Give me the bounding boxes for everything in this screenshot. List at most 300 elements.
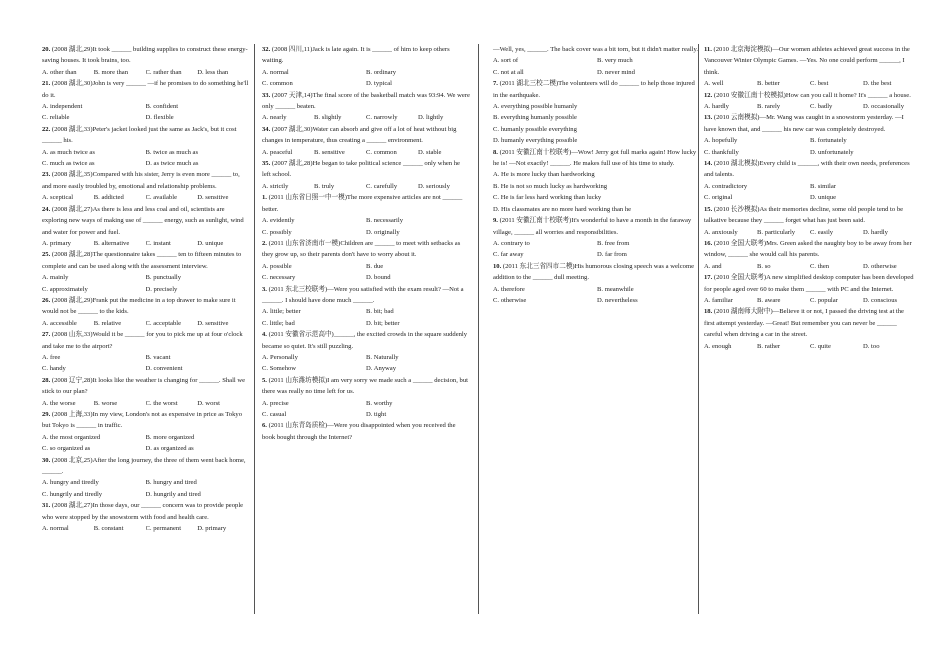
answer-option: B. hungry and tired [145, 479, 197, 487]
answer-option: A. everything possible humanly [493, 103, 578, 111]
answer-options [42, 432, 249, 455]
answer-option: B. addicted [93, 194, 124, 202]
answer-option: A. peaceful [262, 148, 293, 156]
answer-options [42, 272, 249, 295]
answer-option: A. free [42, 353, 61, 361]
answer-option: C. quite [810, 342, 831, 350]
answer-option: C. casual [262, 411, 287, 418]
answer-option: B. truly [314, 182, 335, 190]
answer-option: D. too [863, 342, 880, 350]
question-number: 6. [262, 422, 269, 430]
answer-option: C. not at all [493, 68, 524, 76]
answer-option: C. rather than [145, 68, 182, 76]
answer-options [493, 284, 701, 307]
answer-option: D. humanly everything possible [493, 137, 578, 145]
answer-option: D. unique [810, 194, 837, 202]
question-number: 27. [42, 331, 52, 339]
question-item [704, 238, 916, 272]
answer-option: A. the worse [42, 399, 76, 407]
question-number: 21. [42, 80, 52, 88]
question-item [262, 238, 470, 284]
question-number: 34. [262, 125, 272, 133]
question-stem [262, 90, 470, 113]
question-item [493, 215, 701, 261]
question-item [262, 375, 470, 421]
answer-option: A. hopefully [704, 137, 738, 145]
answer-option: C. the worst [145, 399, 178, 407]
answer-option: D. sensitive [197, 319, 229, 327]
question-source: (2008 上海,33) [51, 411, 93, 418]
question-source: (2008 湖北,28) [51, 251, 93, 259]
question-source: (2011 山东潍坊模拟) [268, 376, 328, 384]
answer-options [262, 147, 470, 158]
question-source: (2007 湖北,30) [271, 125, 313, 133]
answer-option: B. aware [757, 296, 781, 304]
answer-option: B. slightly [314, 114, 342, 122]
answer-option: A. the most organized [42, 433, 101, 441]
answer-option: A. contrary to [493, 239, 530, 247]
question-source: (2010 全国大联考) [713, 239, 767, 247]
question-stem [42, 375, 249, 398]
question-item [42, 249, 249, 295]
answer-option: D. lightly [418, 114, 444, 122]
question-source: (2011 山东省济南市一模) [268, 239, 341, 247]
answer-option: C. acceptable [145, 319, 182, 327]
question-item [704, 306, 916, 352]
question-stem [262, 329, 470, 352]
question-text: —Mr. Wang was caught in a snowstorm yesterday. —I have known that, and ______ his new car was completely destroyed. [704, 114, 904, 133]
question-stem [262, 238, 470, 261]
question-item [493, 147, 701, 215]
question-stem [42, 500, 249, 523]
question-text: As their memories decline, some old people tend to be talkative because they ______ forget what has just been said. [704, 205, 904, 225]
answer-options [493, 101, 701, 147]
answer-option: C. thankfully [704, 148, 739, 156]
question-stem [262, 284, 470, 307]
answer-option: D. less than [197, 68, 229, 76]
question-stem [493, 215, 701, 238]
question-source: (2008 湖北,35) [51, 171, 93, 179]
question-stem [704, 238, 916, 261]
question-text: In my view, London's not as expensive in price as Tokyo but Tokyo is ______ in traffic. [42, 411, 242, 430]
question-source: (2008 湖北,27) [51, 205, 93, 213]
answer-options [493, 169, 701, 215]
answer-option: D. occasionally [863, 103, 905, 111]
question-number: 33. [262, 91, 272, 99]
answer-option: A. primary [42, 239, 71, 247]
answer-option: B. due [366, 262, 384, 270]
question-text: The final score of the basketball match was 93:94. We were only ______ beaten. [262, 91, 470, 111]
answer-option: D. unfortunately [810, 148, 854, 156]
answer-option: A. as much twice as [42, 148, 95, 156]
question-number: 32. [262, 46, 272, 53]
question-item [704, 90, 916, 113]
answer-option: A. and [704, 262, 722, 270]
question-text: It looks like the weather is changing for ______. Shall we stick to our plan? [42, 376, 246, 396]
question-number: 15. [704, 205, 714, 213]
answer-option: A. sort of [493, 57, 519, 65]
question-stem [704, 204, 916, 227]
question-number: 3. [262, 285, 269, 293]
question-item [42, 409, 249, 455]
answer-options [262, 261, 470, 284]
column-divider [478, 44, 479, 614]
answer-option: A. hungry and tiredly [42, 479, 99, 487]
column-1 [42, 44, 249, 534]
answer-option: D. sensitive [197, 194, 229, 202]
question-stem [42, 295, 249, 318]
question-stem [262, 124, 470, 147]
question-number: 14. [704, 160, 714, 168]
answer-option: D. unique [197, 239, 224, 247]
answer-options [493, 238, 701, 261]
question-text: A new simplified desktop computer has been developed for people aged over 60 to make them ______ with PC and the Internet. [704, 274, 914, 293]
answer-option: B. vacant [145, 353, 171, 361]
question-item [262, 90, 470, 124]
question-stem [704, 306, 916, 340]
answer-option: A. enough [704, 342, 732, 350]
answer-option: B. sensitive [314, 148, 345, 156]
question-source: (2011 山东青岛质检) [268, 422, 328, 430]
answer-option: A. possible [262, 262, 292, 270]
answer-option: B. everything humanly possible [493, 114, 577, 122]
question-item [42, 44, 249, 78]
answer-option: D. flexible [145, 114, 174, 122]
question-source: (2010 长沙模拟) [713, 205, 760, 213]
question-text: The questionnaire takes ______ ten to fifteen minutes to complete and can be used along with the assessment interview. [42, 251, 242, 270]
answer-options [262, 398, 470, 421]
question-number: 20. [42, 46, 52, 53]
answer-options [42, 477, 249, 500]
question-number: 28. [42, 376, 52, 384]
answer-option: D. His classmates are no more hard working than he [493, 205, 632, 213]
answer-option: D. seriously [418, 182, 450, 190]
question-item [262, 329, 470, 375]
answer-option: A. normal [262, 68, 289, 76]
question-item [262, 158, 470, 192]
answer-option: B. better [757, 80, 780, 88]
answer-options [42, 147, 249, 170]
question-text: —Well, yes, ______. The back cover was a bit torn, but it didn't matter really. [493, 46, 699, 53]
question-item [704, 44, 916, 90]
answer-option: C. then [810, 262, 830, 270]
question-source: (2011 东北三校联考) [268, 285, 328, 293]
answer-option: D. convenient [145, 365, 183, 373]
question-source: (2007 天津,14) [271, 91, 313, 99]
answer-options [704, 78, 916, 89]
answer-option: A. little; better [262, 308, 301, 316]
answer-option: B. more than [93, 68, 128, 76]
question-number: 7. [493, 80, 500, 88]
answer-options [42, 192, 249, 203]
answer-option: A. therefore [493, 285, 525, 293]
question-text: The more expensive articles are not ______ better. [262, 194, 463, 213]
answer-option: C. Somehow [262, 365, 297, 373]
question-number: 31. [42, 502, 52, 510]
question-text: How can you call it home? It's ______ a house. [785, 91, 911, 99]
question-number: 22. [42, 125, 52, 133]
answer-option: B. very much [597, 57, 633, 65]
answer-options [704, 135, 916, 158]
answer-option: C. instant [145, 239, 171, 247]
question-stem [493, 78, 701, 101]
question-text: Frank put the medicine in a top drawer to make sure it would not be ______ to the kids. [42, 296, 236, 316]
question-stem [704, 90, 916, 101]
question-item [42, 124, 249, 170]
question-source: (2011 湖北三校二模) [499, 80, 559, 88]
question-item [704, 272, 916, 306]
answer-option: A. precise [262, 399, 289, 407]
question-source: (2008 湖北,29) [51, 46, 93, 53]
answer-option: C. common [262, 80, 293, 88]
question-stem [42, 249, 249, 272]
answer-option: A. normal [42, 525, 69, 533]
question-text: He began to take political science ______ only when he left school. [262, 160, 460, 179]
answer-option: C. necessary [262, 274, 296, 282]
answer-options [704, 227, 916, 238]
question-text: —Wow! Jerry got full marks again! How lucky he is! —Not exactly! ______. He makes full use of his time to study. [493, 148, 697, 168]
question-stem [493, 147, 701, 170]
answer-option: A. Personally [262, 353, 298, 361]
question-item [262, 44, 470, 90]
answer-option: C. approximately [42, 285, 88, 293]
question-text: After the long journey, the three of them went back home, ______. [42, 456, 246, 476]
question-text: The volunteers will do ______ to help those injured in the earthquake. [493, 80, 695, 99]
question-stem [262, 158, 470, 181]
question-item [42, 455, 249, 501]
answer-options [704, 341, 916, 352]
question-source: (2008 辽宁,28) [51, 376, 93, 384]
question-text: —Were you satisfied with the exam result? —Not a ______. I should have done much ______. [262, 285, 464, 304]
answer-option: B. meanwhile [597, 285, 634, 293]
answer-option: D. bit; better [366, 319, 400, 327]
answer-option: B. worthy [366, 399, 393, 407]
question-text: John is very ______ —if he promises to do something he'll do it. [42, 80, 249, 99]
question-text: Peter's jacket looked just the same as Jack's, but it cost ______ his. [42, 125, 237, 145]
answer-options [42, 101, 249, 124]
question-text: I am very sorry we made such a ______ decision, but there was really no time left for us. [262, 376, 468, 396]
column-3 [493, 44, 701, 306]
answer-option: B. alternative [93, 239, 130, 247]
question-stem [42, 455, 249, 478]
question-source: (2011 安徽江南十校联考) [499, 217, 572, 225]
answer-option: C. easily [810, 228, 834, 236]
question-source: (2010 湖北模拟) [713, 160, 760, 168]
question-text: As there is less and less coal and oil, scientists are exploring new ways of making use of ______ energy, such as sunlight, wind and water for power and fuel. [42, 205, 244, 236]
answer-options [262, 112, 470, 123]
question-number: 26. [42, 296, 52, 304]
question-stem [42, 409, 249, 432]
answer-options [42, 67, 249, 78]
question-item [262, 284, 470, 330]
answer-option: D. stable [418, 148, 442, 156]
question-source: (2008 湖北,30) [51, 80, 93, 88]
question-number: 25. [42, 251, 52, 259]
question-stem [262, 375, 470, 398]
question-number: 13. [704, 114, 714, 122]
question-source: (2011 山东省日照一中一模) [268, 194, 347, 202]
answer-options [704, 181, 916, 204]
column-2 [262, 44, 470, 443]
question-stem [42, 44, 249, 67]
answer-option: C. so organized as [42, 445, 91, 453]
question-text: Children are ______ to meet with setbacks as they grow up, so their parents don't have to worry about it. [262, 239, 461, 259]
question-number: 17. [704, 274, 714, 282]
answer-option: C. common [366, 148, 397, 156]
question-item [42, 78, 249, 124]
question-item [262, 420, 470, 443]
answer-option: C. far away [493, 251, 524, 259]
answer-option: D. as organized as [145, 445, 194, 453]
answer-option: B. more organized [145, 433, 195, 441]
question-stem [704, 44, 916, 78]
question-item [262, 124, 470, 158]
answer-option: A. strictly [262, 182, 289, 190]
answer-option: A. familiar [704, 296, 733, 304]
question-item [42, 204, 249, 250]
answer-option: D. Anyway [366, 365, 397, 373]
question-source: (2008 北京,25) [51, 456, 93, 464]
question-text: His humorous closing speech was a welcome addition to the ______ dull meeting. [493, 262, 695, 282]
answer-option: A. mainly [42, 274, 69, 282]
answer-option: B. relative [93, 319, 122, 327]
question-number: 2. [262, 239, 269, 247]
answer-options [704, 295, 916, 306]
question-number: 18. [704, 308, 714, 316]
question-number: 1. [262, 194, 269, 202]
question-item [262, 192, 470, 238]
answer-option: D. far from [597, 251, 627, 259]
question-stem [704, 158, 916, 181]
answer-option: C. humanly possible everything [493, 125, 577, 133]
answer-options [262, 352, 470, 375]
answer-option: B. free from [597, 239, 630, 247]
question-number: 11. [704, 46, 714, 53]
answer-option: C. possibly [262, 228, 292, 236]
question-text: —Our women athletes achieved great success in the Vancouver Winter Olympic Games. —Yes. No one could perform ______, I think. [704, 46, 910, 76]
column-divider [254, 44, 255, 614]
answer-options [42, 523, 249, 534]
question-stem [262, 420, 470, 443]
question-source: (2008 湖北,29) [51, 296, 93, 304]
question-item [493, 44, 701, 78]
answer-option: D. never mind [597, 68, 635, 76]
answer-option: D. hungrily and tired [145, 490, 201, 498]
answer-option: D. conscious [863, 296, 898, 304]
question-text: In those days, our ______ concern was to provide people who were stopped by the snowstorm with food and health care. [42, 502, 244, 521]
answer-option: B. fortunately [810, 137, 847, 145]
answer-option: D. originally [366, 228, 400, 236]
question-item [704, 158, 916, 204]
question-text: ______, the excited crowds in the square suddenly became so quiet. It's still puzzling. [262, 331, 468, 350]
answer-option: C. much as twice as [42, 160, 95, 168]
answer-option: D. typical [366, 80, 393, 88]
question-stem [42, 78, 249, 101]
question-number: 8. [493, 148, 500, 156]
question-item [493, 78, 701, 146]
question-item [493, 261, 701, 307]
answer-option: B. confident [145, 103, 179, 111]
answer-option: C. best [810, 80, 829, 88]
answer-option: B. worse [93, 399, 118, 407]
question-stem [42, 169, 249, 192]
answer-option: D. the best [863, 80, 892, 88]
question-text: It took ______ building supplies to construct these energy-saving houses. It took brains, too. [42, 46, 248, 65]
answer-option: B. He is not so much lucky as hardworking [493, 182, 608, 190]
answer-options [704, 101, 916, 112]
question-text: Water can absorb and give off a lot of heat without big changes in temperature, thus creating a ______ environment. [262, 125, 457, 145]
question-item [42, 295, 249, 329]
answer-option: C. badly [810, 103, 833, 111]
question-source: (2008 湖北,27) [51, 502, 93, 510]
answer-option: C. available [145, 194, 177, 202]
answer-option: B. rarely [757, 103, 781, 111]
answer-option: A. contradictory [704, 182, 748, 190]
question-item [42, 500, 249, 534]
answer-option: A. evidently [262, 217, 295, 225]
answer-options [262, 67, 470, 90]
answer-option: C. handy [42, 365, 66, 373]
answer-options [42, 238, 249, 249]
question-stem [262, 44, 470, 67]
answer-option: A. anxiously [704, 228, 738, 236]
column-4 [704, 44, 916, 352]
answer-option: A. well [704, 80, 724, 88]
answer-option: C. permanent [145, 525, 182, 533]
answer-option: D. worst [197, 399, 220, 407]
answer-option: B. punctually [145, 274, 182, 282]
question-source: (2011 安徽省示范高中) [268, 331, 334, 339]
question-source: (2011 安徽江南十校联考) [499, 148, 572, 156]
answer-options [42, 398, 249, 409]
question-source: (2008 湖北,33) [51, 125, 93, 133]
answer-options [493, 55, 701, 78]
question-text: Mrs. Green asked the naughty boy to be away from her window, ______ she would call his parents. [704, 239, 912, 259]
question-item [42, 169, 249, 203]
answer-option: A. accessible [42, 319, 77, 327]
answer-option: B. Naturally [366, 353, 399, 361]
question-source: (2010 全国大联考) [713, 274, 767, 282]
answer-option: C. otherwise [493, 296, 527, 304]
answer-option: D. tight [366, 411, 387, 418]
question-item [704, 204, 916, 238]
answer-option: B. necessarily [366, 217, 403, 225]
question-number: 23. [42, 171, 52, 179]
question-source: (2007 湖北,28) [271, 160, 313, 168]
answer-option: D. otherwise [863, 262, 897, 270]
answer-option: B. twice as much as [145, 148, 199, 156]
question-item [42, 329, 249, 375]
answer-option: B. particularly [757, 228, 796, 236]
question-item [704, 112, 916, 158]
question-stem [704, 112, 916, 135]
answer-option: D. hardly [863, 228, 888, 236]
question-number: 4. [262, 331, 269, 339]
question-text: Every child is ______, with their own needs, preferences and talents. [704, 160, 910, 179]
question-number: 30. [42, 456, 52, 464]
question-number: 35. [262, 160, 272, 168]
question-stem [493, 44, 701, 55]
answer-option: A. nearly [262, 114, 287, 122]
question-stem [42, 124, 249, 147]
answer-option: A. sceptical [42, 194, 74, 202]
question-stem [42, 204, 249, 238]
question-stem [704, 272, 916, 295]
answer-options [262, 306, 470, 329]
question-source: (2010 北京海淀模拟) [713, 46, 773, 53]
question-number: 10. [493, 262, 503, 270]
question-number: 5. [262, 376, 269, 384]
